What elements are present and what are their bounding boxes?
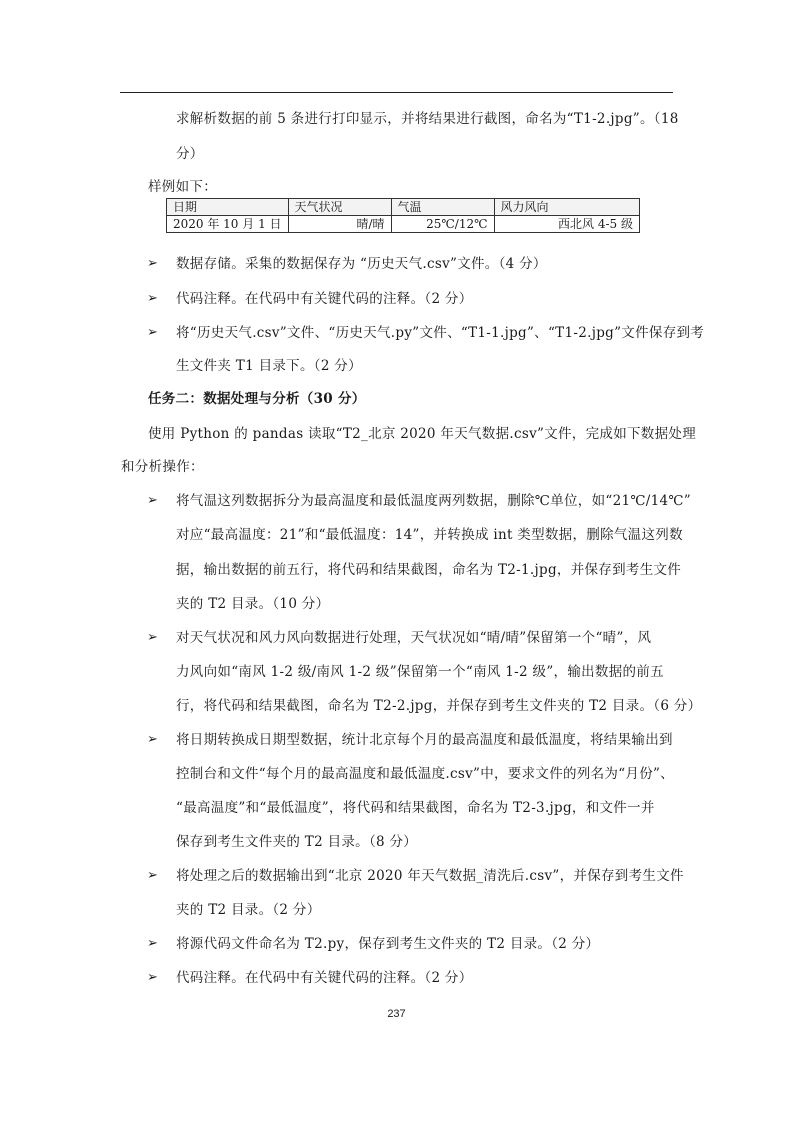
task2-bullet-2-line-3: 行，将代码和结果截图，命名为 T2-2.jpg，并保存到考生文件夹的 T2 目录。（6 分）: [176, 698, 702, 714]
bullet-arrow-icon: ➢: [147, 291, 158, 306]
table-header-cell: 风力风向: [494, 199, 639, 216]
task2-bullet-2-line-2: 力风向如“南风 1-2 级/南风 1-2 级”保留第一个“南风 1-2 级”，输出数据的前五: [176, 664, 664, 680]
task2-bullet-1-line-2: 对应“最高温度：21”和“最低温度：14”，并转换成 int 类型数据，删除气温这列数: [176, 527, 683, 543]
task2-bullet-3-line-2: 控制台和文件“每个月的最高温度和最低温度.csv”中，要求文件的列名为“月份”、: [176, 766, 675, 782]
task2-bullet-3-line-3: “最高温度”和“最低温度”，将代码和结果截图，命名为 T2-3.jpg，和文件一并: [176, 800, 655, 816]
intro-line-2: 分）: [176, 146, 204, 162]
table-header-cell: 日期: [167, 199, 289, 216]
task2-bullet-4-line-1: 将处理之后的数据输出到“北京 2020 年天气数据_清洗后.csv”，并保存到考生文件: [176, 868, 684, 884]
sample-label: 样例如下：: [148, 179, 217, 195]
table-header-row: [167, 199, 640, 216]
bullet-arrow-icon: ➢: [147, 325, 158, 340]
table-cell: 2020 年 10 月 1 日: [167, 216, 289, 233]
table-header-cell: 天气状况: [288, 199, 391, 216]
table-cell: 25℃/12℃: [391, 216, 494, 233]
task2-bullet-2-line-1: 对天气状况和风力风向数据进行处理，天气状况如“晴/晴”保留第一个“晴”，风: [176, 630, 652, 646]
bullet-arrow-icon: ➢: [147, 493, 158, 508]
task1-bullet-3-line-2: 生文件夹 T1 目录下。（2 分）: [176, 358, 362, 374]
task2-bullet-3-line-4: 保存到考生文件夹的 T2 目录。（8 分）: [176, 834, 418, 850]
table-header-cell: 气温: [391, 199, 494, 216]
task2-heading: 任务二：数据处理与分析（30 分）: [148, 391, 366, 407]
task1-bullet-3-line-1: 将“历史天气.csv”文件、“历史天气.py”文件、“T1-1.jpg”、“T1-2.jpg”文件保存到考: [176, 325, 705, 341]
table-cell: 晴/晴: [288, 216, 391, 233]
task2-bullet-1-line-4: 夹的 T2 目录。（10 分）: [176, 596, 330, 612]
sample-table: [166, 198, 640, 233]
bullet-arrow-icon: ➢: [147, 936, 158, 951]
task2-intro-line-2: 和分析操作：: [121, 459, 204, 475]
table-row: [167, 216, 640, 233]
task2-bullet-6: 代码注释。在代码中有关键代码的注释。（2 分）: [176, 970, 473, 986]
task2-bullet-3-line-1: 将日期转换成日期型数据，统计北京每个月的最高温度和最低温度，将结果输出到: [176, 732, 673, 748]
bullet-arrow-icon: ➢: [147, 630, 158, 645]
task2-bullet-4-line-2: 夹的 T2 目录。（2 分）: [176, 902, 321, 918]
bullet-arrow-icon: ➢: [147, 732, 158, 747]
table-cell: 西北风 4-5 级: [494, 216, 639, 233]
page-number: 237: [387, 1008, 406, 1020]
intro-line-1: 求解析数据的前 5 条进行打印显示，并将结果进行截图，命名为“T1-2.jpg”。（18: [176, 111, 679, 127]
task1-bullet-1: 数据存储。采集的数据保存为 “历史天气.csv”文件。（4 分）: [176, 256, 547, 272]
task1-bullet-2: 代码注释。在代码中有关键代码的注释。（2 分）: [176, 291, 473, 307]
task2-bullet-1-line-3: 据，输出数据的前五行，将代码和结果截图，命名为 T2-1.jpg，并保存到考生文件: [176, 562, 682, 578]
bullet-arrow-icon: ➢: [147, 868, 158, 883]
task2-intro-line-1: 使用 Python 的 pandas 读取“T2_北京 2020 年天气数据.csv”文件，完成如下数据处理: [148, 426, 697, 442]
task2-bullet-5: 将源代码文件命名为 T2.py，保存到考生文件夹的 T2 目录。（2 分）: [176, 936, 600, 952]
task2-bullet-1-line-1: 将气温这列数据拆分为最高温度和最低温度两列数据，删除℃单位，如“21℃/14℃”: [176, 493, 692, 509]
header-rule: [120, 92, 673, 93]
bullet-arrow-icon: ➢: [147, 970, 158, 985]
bullet-arrow-icon: ➢: [147, 256, 158, 271]
